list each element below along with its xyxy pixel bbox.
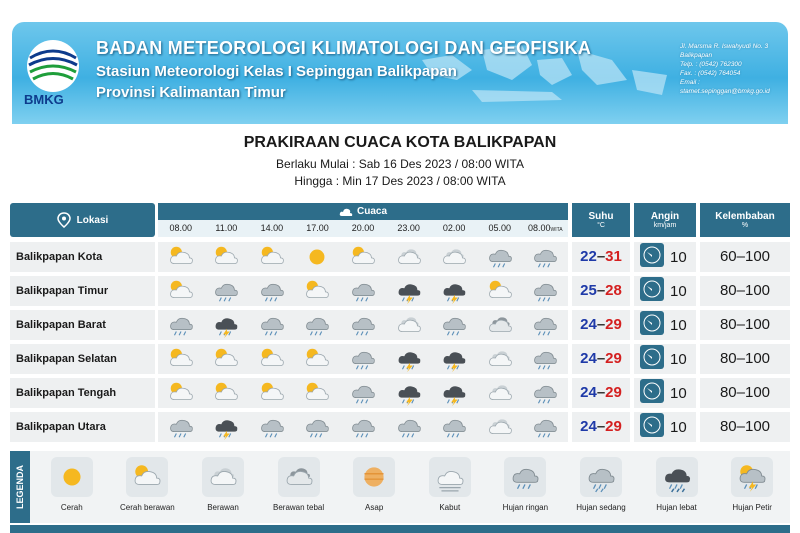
weather-drizzle-icon <box>340 413 386 441</box>
weather-partly-icon <box>158 277 204 305</box>
legend-dark-icon <box>278 457 320 497</box>
weather-cells <box>158 412 568 442</box>
temp-min: 24 <box>580 418 597 435</box>
wind-direction-icon <box>640 311 664 340</box>
legend-item <box>34 451 110 523</box>
page-title: PRAKIRAAN CUACA KOTA BALIKPAPAN <box>243 134 557 151</box>
humidity-range: 80–100 <box>700 378 790 408</box>
wind-direction-icon <box>640 345 664 374</box>
wind <box>634 242 696 272</box>
contact-line: Email : <box>680 79 700 86</box>
weather-partly-icon <box>158 243 204 271</box>
weather-drizzle-icon <box>295 413 341 441</box>
legend-label: Asap <box>365 503 384 512</box>
weather-partly-icon <box>204 345 250 373</box>
wind-direction-icon <box>640 243 664 272</box>
legend-tab: LEGENDA <box>10 451 30 523</box>
legend-item <box>714 451 790 523</box>
weather-drizzle-icon <box>523 277 569 305</box>
bmkg-logo-text: BMKG <box>24 92 64 107</box>
angin-header <box>634 203 696 237</box>
weather-storm-icon <box>431 379 477 407</box>
weather-storm-icon <box>431 345 477 373</box>
contact-email: stamet.sepinggan@bmkg.go.id <box>680 88 770 95</box>
temperature-range: 24–29 <box>572 412 630 442</box>
legend-label: Berawan tebal <box>273 503 325 512</box>
legend-item <box>488 451 564 523</box>
weather-drizzle-icon <box>523 243 569 271</box>
time-label: 17.00 <box>306 223 329 233</box>
weather-partly-icon <box>249 243 295 271</box>
table-row <box>10 276 790 306</box>
wind-speed: 10 <box>670 282 687 300</box>
humidity-range: 80–100 <box>700 412 790 442</box>
wind <box>634 310 696 340</box>
legend-item <box>563 451 639 523</box>
temp-max: 29 <box>605 418 622 435</box>
angin-label: Angin <box>650 211 680 222</box>
weather-cloudy-icon <box>386 311 432 339</box>
time-label: 08.00 <box>169 223 193 233</box>
wind-direction-icon <box>640 379 664 408</box>
legend-item <box>639 451 715 523</box>
weather-clear-icon <box>295 243 341 271</box>
legend-item <box>110 451 186 523</box>
wind <box>634 276 696 306</box>
legend-fog-icon <box>429 457 471 497</box>
temp-max: 28 <box>605 282 622 299</box>
temp-max: 31 <box>605 248 622 265</box>
table-row <box>10 310 790 340</box>
weather-storm-icon <box>204 311 250 339</box>
lokasi-header <box>10 203 155 237</box>
legend-items <box>34 451 790 523</box>
weather-storm-icon <box>431 277 477 305</box>
weather-partly-icon <box>249 379 295 407</box>
time-label: 14.00 <box>260 223 284 233</box>
time-columns <box>158 220 568 237</box>
location-name: Balikpapan Kota <box>10 242 155 272</box>
weather-cloudy-icon <box>477 379 523 407</box>
temperature-range: 24–29 <box>572 344 630 374</box>
location-name: Balikpapan Selatan <box>10 344 155 374</box>
weather-drizzle-icon <box>249 311 295 339</box>
temp-min: 24 <box>580 384 597 401</box>
valid-to: Hingga : Min 17 Des 2023 / 08:00 WITA <box>294 174 506 188</box>
weather-cloudy-icon <box>477 413 523 441</box>
lokasi-label: Lokasi <box>76 214 109 226</box>
weather-drizzle-icon <box>249 413 295 441</box>
weather-drizzle-icon <box>523 345 569 373</box>
weather-cloudy-icon <box>386 243 432 271</box>
contact-line: Balikpapan <box>680 52 713 59</box>
temperature-range: 25–28 <box>572 276 630 306</box>
header-banner <box>12 22 788 124</box>
temperature-range: 24–29 <box>572 378 630 408</box>
weather-partly-icon <box>158 345 204 373</box>
kelembaban-unit: % <box>741 222 749 229</box>
legend-label: Hujan ringan <box>502 503 549 512</box>
legend-label: Hujan Petir <box>732 503 772 512</box>
footer-bar <box>10 525 790 533</box>
table-row <box>10 412 790 442</box>
weather-cloudy-icon <box>477 345 523 373</box>
legend-heavy-icon <box>656 457 698 497</box>
weather-drizzle-icon <box>249 277 295 305</box>
wind-speed: 10 <box>670 350 687 368</box>
legend-thunder-icon <box>731 457 773 497</box>
weather-drizzle-icon <box>431 413 477 441</box>
time-label-last <box>523 220 569 237</box>
legend-label: Hujan sedang <box>576 503 626 512</box>
organization-name <box>96 38 591 101</box>
wind <box>634 378 696 408</box>
contact-line: Telp. : (0542) 762300 <box>680 61 742 68</box>
wind-direction-icon <box>640 413 664 442</box>
temp-max: 29 <box>605 384 622 401</box>
time-label: 08.00 <box>527 223 551 233</box>
humidity-range: 80–100 <box>700 276 790 306</box>
time-suffix: WITA <box>550 227 563 233</box>
cuaca-label: Cuaca <box>356 206 387 217</box>
humidity-range: 60–100 <box>700 242 790 272</box>
legend <box>10 451 790 523</box>
wind-speed: 10 <box>670 418 687 436</box>
legend-item <box>412 451 488 523</box>
table-row <box>10 378 790 408</box>
wind-direction-icon <box>640 277 664 306</box>
legend-clear-icon <box>51 457 93 497</box>
wind-speed: 10 <box>670 248 687 266</box>
temp-max: 29 <box>605 316 622 333</box>
location-name: Balikpapan Timur <box>10 276 155 306</box>
wind <box>634 344 696 374</box>
legend-haze-icon <box>353 457 395 497</box>
cuaca-title <box>158 203 568 220</box>
weather-drizzle-icon <box>340 379 386 407</box>
kelembaban-label: Kelembaban <box>715 211 775 222</box>
weather-partly-icon <box>295 277 341 305</box>
location-name: Balikpapan Utara <box>10 412 155 442</box>
weather-drizzle-icon <box>523 379 569 407</box>
legend-label: Berawan <box>207 503 239 512</box>
location-name: Balikpapan Barat <box>10 310 155 340</box>
org-name-line1: BADAN METEOROLOGI KLIMATOLOGI DAN GEOFISIKA <box>96 38 592 58</box>
humidity-range: 80–100 <box>700 344 790 374</box>
weather-drizzle-icon <box>340 345 386 373</box>
weather-storm-icon <box>204 413 250 441</box>
humidity-range: 80–100 <box>700 310 790 340</box>
weather-dark-icon <box>477 311 523 339</box>
weather-storm-icon <box>386 345 432 373</box>
weather-cells <box>158 310 568 340</box>
table-row <box>10 242 790 272</box>
weather-drizzle-icon <box>204 277 250 305</box>
weather-drizzle-icon <box>340 311 386 339</box>
temp-min: 24 <box>580 316 597 333</box>
weather-drizzle-icon <box>386 413 432 441</box>
weather-drizzle-icon <box>477 243 523 271</box>
legend-item <box>336 451 412 523</box>
suhu-header <box>572 203 630 237</box>
weather-partly-icon <box>340 243 386 271</box>
angin-unit: km/jam <box>653 222 677 229</box>
time-label: 20.00 <box>351 223 375 233</box>
temp-min: 25 <box>580 282 597 299</box>
weather-storm-icon <box>386 379 432 407</box>
time-label: 02.00 <box>442 223 466 233</box>
legend-drizzle-icon <box>504 457 546 497</box>
legend-label: Hujan lebat <box>656 503 697 512</box>
wind <box>634 412 696 442</box>
weather-partly-icon <box>295 379 341 407</box>
kelembaban-header <box>700 203 790 237</box>
legend-cloudy-icon <box>202 457 244 497</box>
org-name-line2: Stasiun Meteorologi Kelas I Sepinggan Balikpapan <box>96 63 457 80</box>
weather-partly-icon <box>204 243 250 271</box>
valid-from: Berlaku Mulai : Sab 16 Des 2023 / 08:00 WITA <box>276 157 524 171</box>
weather-cells <box>158 344 568 374</box>
time-label: 05.00 <box>488 223 511 233</box>
suhu-label: Suhu <box>588 211 614 222</box>
weather-drizzle-icon <box>158 311 204 339</box>
time-label: 23.00 <box>397 223 420 233</box>
weather-partly-icon <box>249 345 295 373</box>
temperature-range: 22–31 <box>572 242 630 272</box>
location-name: Balikpapan Tengah <box>10 378 155 408</box>
contact-info <box>680 42 788 96</box>
wind-speed: 10 <box>670 316 687 334</box>
weather-partly-icon <box>295 345 341 373</box>
table-row <box>10 344 790 374</box>
weather-drizzle-icon <box>295 311 341 339</box>
weather-drizzle-icon <box>340 277 386 305</box>
cuaca-icon <box>339 207 353 217</box>
weather-drizzle-icon <box>523 311 569 339</box>
wind-speed: 10 <box>670 384 687 402</box>
contact-line: Fax. : (0542) 764054 <box>680 70 741 77</box>
location-pin-icon <box>57 212 71 228</box>
legend-label: Cerah berawan <box>120 503 175 512</box>
weather-partly-icon <box>204 379 250 407</box>
legend-item <box>185 451 261 523</box>
weather-storm-icon <box>386 277 432 305</box>
weather-drizzle-icon <box>523 413 569 441</box>
temp-min: 24 <box>580 350 597 367</box>
weather-drizzle-icon <box>431 311 477 339</box>
weather-cloudy-icon <box>431 243 477 271</box>
legend-partly-icon <box>126 457 168 497</box>
weather-cells <box>158 242 568 272</box>
weather-drizzle-icon <box>158 413 204 441</box>
org-name-line3: Provinsi Kalimantan Timur <box>96 84 286 101</box>
legend-rain-icon <box>580 457 622 497</box>
weather-cells <box>158 276 568 306</box>
contact-line: Jl. Marsma R. Iswahyudi No. 3 <box>680 43 769 50</box>
weather-partly-icon <box>158 379 204 407</box>
legend-label: Cerah <box>60 503 83 512</box>
suhu-unit: °C <box>597 222 605 229</box>
weather-cells <box>158 378 568 408</box>
temp-min: 22 <box>580 248 597 265</box>
cuaca-header <box>158 203 568 237</box>
time-label: 11.00 <box>215 223 238 233</box>
legend-label: Kabut <box>439 503 461 512</box>
weather-partly-icon <box>477 277 523 305</box>
legend-item <box>261 451 337 523</box>
temperature-range: 24–29 <box>572 310 630 340</box>
temp-max: 29 <box>605 350 622 367</box>
